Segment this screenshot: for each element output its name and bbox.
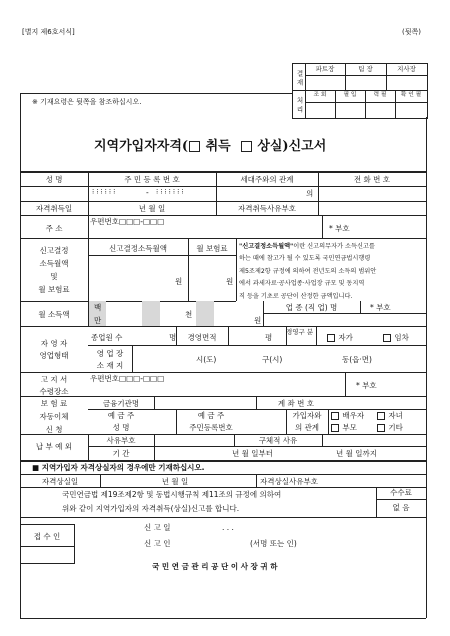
mgmt-type-label: 경영구 분 <box>286 328 314 336</box>
location-label-2: 소 재 지 <box>96 361 124 370</box>
name-label: 성 명 <box>45 175 63 184</box>
lease-checkbox[interactable] <box>383 334 391 342</box>
approval-branch-head: 지사장 <box>397 65 416 73</box>
address-code-mark: * 부호 <box>329 224 350 233</box>
monthly-income-digits[interactable] <box>88 301 263 326</box>
rrn-label: 주 민 등 록 번 호 <box>124 175 180 184</box>
monthly-premium-header: 월 보험료 <box>196 244 228 253</box>
monthly-income-label: 월 소득액 <box>38 310 70 319</box>
acq-reason-input[interactable] <box>318 202 426 215</box>
lease-option[interactable] <box>382 334 409 342</box>
employees-unit[interactable]: 명 <box>169 333 177 342</box>
loss-reason-input[interactable] <box>330 475 426 487</box>
location-dong[interactable]: 동(읍·면) <box>342 355 372 364</box>
exception-reason-code: 사유부호 <box>106 436 136 445</box>
notice-code-mark: * 부호 <box>356 381 377 390</box>
transfer-label-2: 자동이체 <box>39 412 69 421</box>
process-label-3: 력 필 <box>373 92 387 98</box>
household-relation-input[interactable] <box>216 187 302 201</box>
acq-date-units[interactable]: 년 월 일 <box>138 204 166 213</box>
exception-from[interactable]: 년 월 일부터 <box>232 449 273 458</box>
self-label: 자가 <box>338 333 353 342</box>
depositor-label-1: 예 금 주 <box>107 411 135 420</box>
form-title <box>94 140 326 153</box>
approval-box <box>292 63 428 119</box>
acq-date-label: 자격취득일 <box>35 204 73 213</box>
income-note-bold: "신고결정소득월액" <box>239 243 294 250</box>
transfer-label-1: 보 험 료 <box>40 399 68 408</box>
income-note-line-5: 직 등을 기초로 공단이 산정한 금액입니다. <box>239 292 353 300</box>
approval-side-label: 결 재 <box>295 70 304 86</box>
income-label-4: 월 보험료 <box>38 285 70 294</box>
receipt-stamp-box <box>20 524 75 564</box>
spouse-label: 배우자 <box>342 411 365 420</box>
rrn-separator: - <box>146 188 149 197</box>
business-label-2: 영업형태 <box>39 351 69 360</box>
household-relation-label: 세대주와의 관계 <box>240 175 294 184</box>
child-checkbox[interactable] <box>377 412 385 420</box>
acq-reason-label: 자격취득사유부호 <box>238 204 296 213</box>
reported-income-header: 신고결정소득월액 <box>109 244 167 253</box>
spouse-checkbox[interactable] <box>331 412 339 420</box>
relation-parent[interactable] <box>330 424 357 432</box>
relation-spouse[interactable] <box>330 412 364 420</box>
depositor-rrn-input[interactable] <box>246 410 286 434</box>
title-prefix: 지역가입자자격( <box>94 139 189 154</box>
back-side-label: (뒷쪽) <box>402 28 421 36</box>
report-date-value[interactable]: . . . <box>222 523 234 532</box>
loss-heading: ■ 지역가입자 자격상실자의 경우에만 기재하십시오. <box>32 463 205 472</box>
depositor-rrn-label-2: 주민등록번호 <box>189 423 233 432</box>
relation-other[interactable] <box>376 424 403 432</box>
area-unit[interactable]: 평 <box>265 333 273 342</box>
reporter-label: 신 고 인 <box>144 539 171 548</box>
thousand-mark: 천 <box>185 310 193 319</box>
exception-detail-input[interactable] <box>322 435 426 446</box>
business-label-1: 자 영 자 <box>40 339 68 348</box>
bank-label: 금융기관명 <box>102 399 140 408</box>
phone-input[interactable] <box>318 187 426 201</box>
signature-area[interactable]: (서명 또는 인) <box>250 539 297 548</box>
process-side-label: 처 리 <box>295 97 304 113</box>
notice-label-2: 수령장소 <box>39 387 69 396</box>
exception-reason-input[interactable] <box>154 435 234 446</box>
form-number: [별지 제6호서식] <box>22 28 75 36</box>
phone-label: 전 화 번 호 <box>353 175 391 184</box>
income-note-line-2: 하는 때에 참고가 될 수 있도록 국민연금법시행령 <box>239 255 371 263</box>
recipient-line: 국 민 연 금 관 리 공 단 이 사 장 귀 하 <box>152 562 278 571</box>
declaration-line-2: 위와 같이 지역가입자의 자격취득(상실)신고를 합니다. <box>62 504 240 513</box>
self-option[interactable] <box>326 334 353 342</box>
loss-checkbox[interactable] <box>241 141 252 152</box>
notice-postcode[interactable]: 우편번호□□□-□□□ <box>90 374 165 383</box>
bank-input[interactable] <box>154 397 256 409</box>
income-note-line-3: 제5조제2항 규정에 의하여 전년도의 소득의 범위안 <box>239 267 377 275</box>
report-date-label: 신 고 일 <box>144 523 171 532</box>
exception-detail-label: 구체적 사유 <box>258 436 298 445</box>
self-checkbox[interactable] <box>327 334 335 342</box>
rrn-input[interactable]: ⁝⁝⁝⁝⁝⁝ - ⁝⁝⁝⁝⁝⁝⁝ <box>92 188 186 197</box>
address-postcode[interactable]: 우편번호□□□-□□□ <box>90 217 165 226</box>
lease-label: 임차 <box>394 333 409 342</box>
relation-label-1: 가입자와 <box>292 411 322 420</box>
fee-label: 수수료 <box>390 488 412 497</box>
location-district[interactable]: 구(시) <box>262 355 283 364</box>
monthly-income-won: 원 <box>254 316 262 325</box>
ten-thousand-mark: 만 <box>94 316 102 325</box>
income-note <box>239 241 425 303</box>
of-label: 의 <box>306 189 314 198</box>
name-input[interactable] <box>20 187 88 201</box>
reported-income-won[interactable]: 원 <box>175 277 183 286</box>
income-note-line-1: 이란 신고의무자가 소득신고를 <box>293 243 375 250</box>
income-label-1: 신고결정 <box>39 246 69 255</box>
location-label-1: 영 업 장 <box>96 349 124 358</box>
depositor-name-input[interactable] <box>122 410 154 434</box>
notice-label-1: 고 지 서 <box>40 375 68 384</box>
exception-to[interactable]: 년 월 일까지 <box>336 449 377 458</box>
income-label-2: 소득월액 <box>39 259 69 268</box>
approval-team-leader: 팀 장 <box>358 65 373 73</box>
loss-reason-label: 자격상실사유부호 <box>260 477 318 486</box>
process-label-1: 조 회 <box>313 92 327 98</box>
depositor-label-2: 성 명 <box>112 423 130 432</box>
account-label: 계 좌 번 호 <box>277 399 315 408</box>
employees-label: 종업원 수 <box>91 333 123 342</box>
approval-part-leader: 파트장 <box>315 65 335 73</box>
title-loss: 상실)신고서 <box>257 139 327 154</box>
transfer-label-3: 신 청 <box>45 425 63 434</box>
loss-date-units[interactable]: 년 월 일 <box>161 477 189 486</box>
exception-period-label: 기 간 <box>112 449 130 458</box>
parent-label: 부모 <box>342 423 357 432</box>
address-label: 주 소 <box>45 224 63 233</box>
parent-checkbox[interactable] <box>331 424 339 432</box>
relation-child[interactable] <box>376 412 403 420</box>
title-acquire: 취득 <box>205 139 231 154</box>
occupation-label: 업 종 (직 업) 명 <box>285 303 338 312</box>
process-label-4: 확 인 필 <box>400 92 422 98</box>
form-frame <box>20 93 292 94</box>
hundred-million-mark: 백 <box>94 303 102 312</box>
loss-date-label: 자격상실일 <box>41 477 79 486</box>
depositor-rrn-label-1: 예 금 주 <box>197 411 225 420</box>
income-note-line-4: 에서 과세자료·공사업종·사업장 규모 및 동지역 <box>239 280 365 288</box>
exception-label: 납 부 예 외 <box>35 442 73 451</box>
other-checkbox[interactable] <box>377 424 385 432</box>
occupation-code-mark: * 부호 <box>370 303 391 312</box>
receipt-label: 접 수 인 <box>33 532 61 541</box>
child-label: 자녀 <box>388 411 403 420</box>
relation-label-2: 의 관계 <box>294 423 320 432</box>
declaration-line-1: 국민연금법 제19조제2항 및 동법시행규칙 제11조의 규정에 의하여 <box>62 490 282 499</box>
process-label-2: 필 입 <box>343 92 357 98</box>
income-label-3: 및 <box>50 272 58 281</box>
other-label: 기타 <box>388 423 403 432</box>
fee-value: 없 음 <box>392 503 410 512</box>
location-city[interactable]: 시(도) <box>196 355 217 364</box>
acquire-checkbox[interactable] <box>189 141 200 152</box>
instruction-note: ※ 기재요령은 뒷쪽을 참조하십시오. <box>32 98 142 106</box>
account-input[interactable] <box>336 397 426 409</box>
area-label: 경영면적 <box>187 333 217 342</box>
monthly-premium-won[interactable]: 원 <box>226 277 234 286</box>
